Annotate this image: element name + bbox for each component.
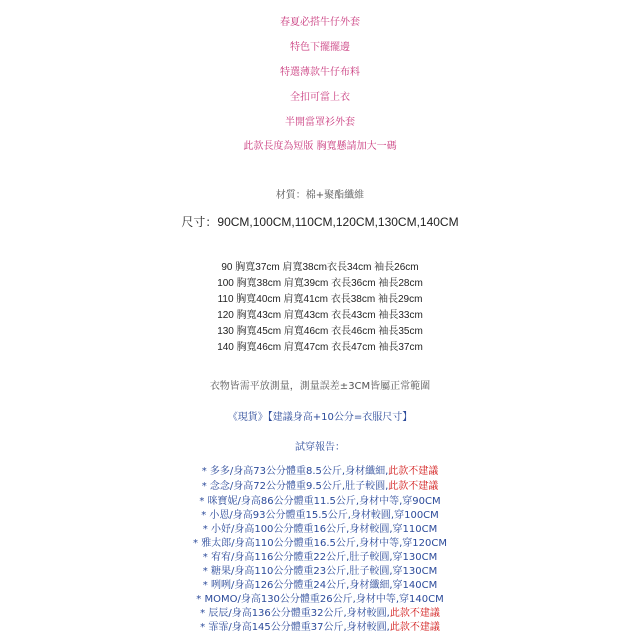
review-text: * 雅太郎/身高110公分體重16.5公斤,身材中等,穿120CM [193, 538, 447, 549]
review-text: * 咪寶妮/身高86公分體重11.5公斤,身材中等,穿90CM [199, 496, 441, 507]
sizes-text: 尺寸：90CM,100CM,110CM,120CM,130CM,140CM [181, 215, 459, 229]
review-text: * 多多/身高73公分體重8.5公斤,身材纖細, [201, 466, 389, 477]
review-item [0, 509, 640, 522]
measurement-row: 90 胸寬37cm 肩寬38cm衣長34cm 袖長26cm [221, 262, 419, 273]
material-text: 材質：棉+聚酯纖維 [275, 190, 365, 201]
review-item [0, 579, 640, 592]
review-item [0, 593, 640, 606]
size-recommendation: 《現貨》【建議身高+10公分=衣服尺寸】 [227, 412, 413, 423]
review-item [0, 621, 640, 634]
review-text: * 念念/身高72公分體重9.5公斤,肚子較圓, [201, 481, 389, 492]
measurement-row: 140 胸寬46cm 肩寬47cm 衣長47cm 袖長37cm [217, 342, 423, 353]
review-text: * 糖果/身高110公分體重23公斤,肚子較圓,穿130CM [202, 566, 438, 577]
review-item [0, 537, 640, 550]
review-text: * 咧咧/身高126公分體重24公斤,身材纖細,穿140CM [202, 580, 438, 591]
measurement-row: 120 胸寬43cm 肩寬43cm 衣長43cm 袖長33cm [217, 310, 423, 321]
review-item [0, 551, 640, 564]
review-text: * 霏霏/身高145公分體重37公斤,身材較圓, [200, 622, 390, 633]
review-text: * 小恩/身高93公分體重15.5公斤,身材較圓,穿100CM [201, 510, 439, 521]
review-warning: 此款不建議 [389, 608, 440, 619]
review-item [0, 465, 640, 478]
review-warning: 此款不建議 [388, 466, 439, 477]
review-warning: 此款不建議 [389, 622, 440, 633]
feature-line-4: 全扣可當上衣 [290, 92, 350, 103]
measurement-row: 110 胸寬40cm 肩寬41cm 衣長38cm 袖長29cm [217, 294, 423, 305]
feature-line-3: 特選薄款牛仔布料 [280, 67, 360, 78]
measure-note: 衣物皆需平放測量，測量誤差±3CM皆屬正常範圍 [209, 381, 431, 392]
review-item [0, 523, 640, 536]
review-text: * 小妤/身高100公分體重16公斤,身材較圓,穿110CM [202, 524, 438, 535]
review-warning: 此款不建議 [388, 481, 439, 492]
review-item [0, 495, 640, 508]
review-text: * MOMO/身高130公分體重26公斤,身材中等,穿140CM [196, 594, 444, 605]
review-title: 試穿報告： [295, 442, 345, 453]
review-text: * 辰辰/身高136公分體重32公斤,身材較圓, [200, 608, 390, 619]
measurement-row: 130 胸寬45cm 肩寬46cm 衣長46cm 袖長35cm [217, 326, 423, 337]
feature-line-2: 特色下擺擺邊 [290, 42, 350, 53]
review-item [0, 607, 640, 620]
review-item [0, 480, 640, 493]
feature-line-5: 半開當罩衫外套 [285, 117, 355, 128]
review-text: * 宥宥/身高116公分體重22公斤,肚子較圓,穿130CM [202, 552, 438, 563]
feature-line-6: 此款長度為短版 胸寬懸請加大一碼 [243, 141, 397, 152]
review-item [0, 565, 640, 578]
measurement-row: 100 胸寬38cm 肩寬39cm 衣長36cm 袖長28cm [217, 278, 423, 289]
feature-line-1: 春夏必搭牛仔外套 [280, 17, 360, 28]
